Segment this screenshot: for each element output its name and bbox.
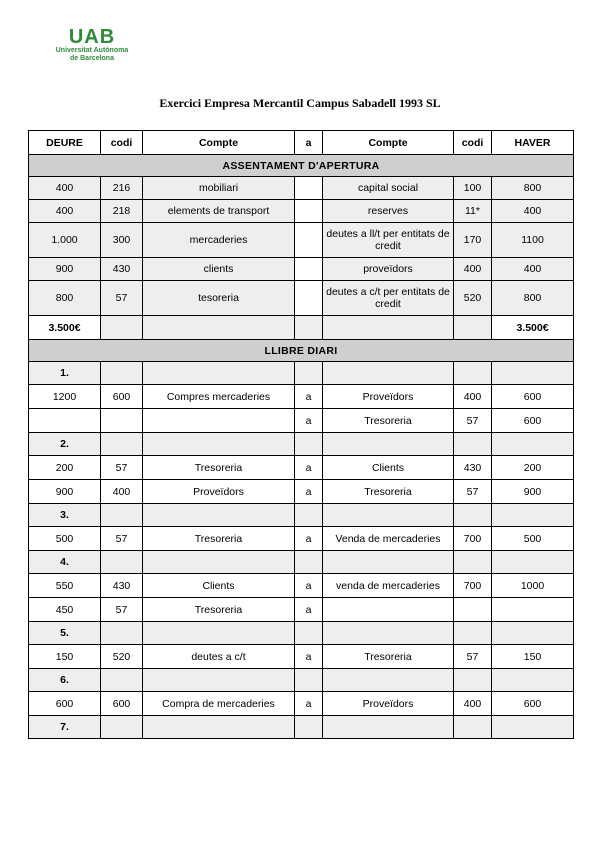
cell-a: a: [295, 598, 323, 622]
step-empty-cell: [143, 433, 295, 456]
step-empty-cell: [492, 622, 574, 645]
step-empty-cell: [323, 669, 454, 692]
cell-deure: 550: [29, 574, 101, 598]
step-empty-cell: [454, 622, 492, 645]
step-row: [29, 362, 574, 385]
step-number: 2.: [29, 433, 101, 456]
ledger-table: [28, 130, 574, 739]
cell-codi-2: [454, 316, 492, 340]
step-empty-cell: [143, 551, 295, 574]
step-row: [29, 669, 574, 692]
step-empty-cell: [101, 504, 143, 527]
cell-compte-2: [323, 598, 454, 622]
step-empty-cell: [295, 716, 323, 739]
step-row: [29, 551, 574, 574]
cell-a: a: [295, 409, 323, 433]
step-row: [29, 716, 574, 739]
cell-compte: Compra de mercaderies: [143, 692, 295, 716]
cell-a: a: [295, 692, 323, 716]
opening-row: [29, 258, 574, 281]
diary-row: [29, 692, 574, 716]
header-row: [29, 131, 574, 155]
step-empty-cell: [323, 551, 454, 574]
cell-codi-2: 700: [454, 527, 492, 551]
step-empty-cell: [492, 669, 574, 692]
logo-line-2: de Barcelona: [70, 55, 114, 62]
cell-codi: 430: [101, 574, 143, 598]
diary-row: [29, 385, 574, 409]
cell-a: [295, 200, 323, 223]
cell-codi: [101, 316, 143, 340]
header-codi-2: codi: [454, 131, 492, 155]
step-empty-cell: [101, 433, 143, 456]
cell-compte: [143, 316, 295, 340]
cell-compte: Compres mercaderies: [143, 385, 295, 409]
step-empty-cell: [101, 362, 143, 385]
cell-deure: 900: [29, 480, 101, 504]
cell-deure: [29, 409, 101, 433]
cell-codi: 57: [101, 281, 143, 316]
cell-deure: 500: [29, 527, 101, 551]
cell-deure: 1.000: [29, 223, 101, 258]
cell-codi: 300: [101, 223, 143, 258]
cell-compte-2: deutes a c/t per entitats de credit: [323, 281, 454, 316]
section-diary: [29, 340, 574, 362]
step-empty-cell: [492, 716, 574, 739]
diary-row: [29, 645, 574, 669]
cell-deure: 800: [29, 281, 101, 316]
step-empty-cell: [492, 551, 574, 574]
step-number: 5.: [29, 622, 101, 645]
step-empty-cell: [454, 551, 492, 574]
cell-compte: Tresoreria: [143, 456, 295, 480]
cell-compte: [143, 409, 295, 433]
cell-deure: 600: [29, 692, 101, 716]
step-empty-cell: [143, 504, 295, 527]
cell-codi: 57: [101, 456, 143, 480]
step-empty-cell: [323, 362, 454, 385]
cell-compte: tesoreria: [143, 281, 295, 316]
step-empty-cell: [323, 433, 454, 456]
cell-compte-2: reserves: [323, 200, 454, 223]
cell-a: [295, 281, 323, 316]
step-empty-cell: [101, 622, 143, 645]
cell-deure: 150: [29, 645, 101, 669]
cell-deure: 900: [29, 258, 101, 281]
step-number: 6.: [29, 669, 101, 692]
cell-compte: clients: [143, 258, 295, 281]
diary-row: [29, 456, 574, 480]
section-diary-title: LLIBRE DIARI: [29, 340, 574, 362]
cell-haver: 600: [492, 409, 574, 433]
cell-compte-2: proveïdors: [323, 258, 454, 281]
cell-haver: 200: [492, 456, 574, 480]
step-empty-cell: [101, 669, 143, 692]
cell-haver: 800: [492, 281, 574, 316]
cell-deure: 400: [29, 177, 101, 200]
cell-codi-2: 520: [454, 281, 492, 316]
step-empty-cell: [295, 362, 323, 385]
cell-haver: 1000: [492, 574, 574, 598]
step-number: 3.: [29, 504, 101, 527]
step-empty-cell: [454, 433, 492, 456]
cell-compte: mobiliari: [143, 177, 295, 200]
cell-a: a: [295, 527, 323, 551]
cell-codi-2: [454, 598, 492, 622]
cell-codi: 400: [101, 480, 143, 504]
step-empty-cell: [143, 716, 295, 739]
cell-deure: 1200: [29, 385, 101, 409]
cell-compte-2: Clients: [323, 456, 454, 480]
cell-haver: 600: [492, 692, 574, 716]
logo-wordmark: UAB: [68, 26, 116, 48]
step-empty-cell: [143, 622, 295, 645]
cell-compte-2: capital social: [323, 177, 454, 200]
step-row: [29, 433, 574, 456]
cell-haver: 400: [492, 200, 574, 223]
cell-haver: 800: [492, 177, 574, 200]
step-empty-cell: [454, 362, 492, 385]
cell-compte-2: Venda de mercaderies: [323, 527, 454, 551]
step-empty-cell: [101, 716, 143, 739]
cell-compte-2: Tresoreria: [323, 409, 454, 433]
opening-row: [29, 223, 574, 258]
step-number: 7.: [29, 716, 101, 739]
step-empty-cell: [101, 551, 143, 574]
cell-codi-2: 700: [454, 574, 492, 598]
opening-row: [29, 281, 574, 316]
step-empty-cell: [323, 504, 454, 527]
cell-codi: 430: [101, 258, 143, 281]
step-empty-cell: [143, 362, 295, 385]
cell-a: a: [295, 574, 323, 598]
cell-codi-2: 400: [454, 258, 492, 281]
cell-compte: Tresoreria: [143, 598, 295, 622]
step-empty-cell: [295, 551, 323, 574]
cell-codi: 520: [101, 645, 143, 669]
cell-haver: 500: [492, 527, 574, 551]
totals-row: [29, 316, 574, 340]
header-haver: HAVER: [492, 131, 574, 155]
step-empty-cell: [454, 504, 492, 527]
cell-codi: 600: [101, 385, 143, 409]
cell-codi-2: 57: [454, 480, 492, 504]
cell-a: a: [295, 385, 323, 409]
cell-codi: 600: [101, 692, 143, 716]
cell-compte-2: Tresoreria: [323, 480, 454, 504]
cell-compte-2: [323, 316, 454, 340]
diary-row: [29, 574, 574, 598]
cell-haver: 3.500€: [492, 316, 574, 340]
cell-a: [295, 177, 323, 200]
opening-row: [29, 177, 574, 200]
cell-haver: 400: [492, 258, 574, 281]
cell-a: [295, 316, 323, 340]
step-empty-cell: [295, 504, 323, 527]
cell-codi-2: 400: [454, 385, 492, 409]
diary-row: [29, 480, 574, 504]
cell-codi-2: 57: [454, 409, 492, 433]
cell-compte-2: Tresoreria: [323, 645, 454, 669]
step-row: [29, 622, 574, 645]
step-number: 1.: [29, 362, 101, 385]
cell-compte-2: venda de mercaderies: [323, 574, 454, 598]
cell-deure: 400: [29, 200, 101, 223]
cell-deure: 3.500€: [29, 316, 101, 340]
header-codi: codi: [101, 131, 143, 155]
cell-compte: Tresoreria: [143, 527, 295, 551]
cell-a: a: [295, 645, 323, 669]
step-empty-cell: [323, 716, 454, 739]
step-empty-cell: [295, 669, 323, 692]
cell-codi: [101, 409, 143, 433]
cell-deure: 200: [29, 456, 101, 480]
diary-row: [29, 409, 574, 433]
step-row: [29, 504, 574, 527]
cell-codi-2: 170: [454, 223, 492, 258]
opening-row: [29, 200, 574, 223]
step-empty-cell: [492, 433, 574, 456]
cell-compte: deutes a c/t: [143, 645, 295, 669]
section-opening-title: ASSENTAMENT D'APERTURA: [29, 155, 574, 177]
cell-haver: 150: [492, 645, 574, 669]
cell-codi: 57: [101, 527, 143, 551]
step-empty-cell: [454, 716, 492, 739]
cell-compte-2: deutes a ll/t per entitats de credit: [323, 223, 454, 258]
cell-a: [295, 258, 323, 281]
cell-a: a: [295, 456, 323, 480]
step-empty-cell: [295, 433, 323, 456]
cell-compte: elements de transport: [143, 200, 295, 223]
diary-row: [29, 598, 574, 622]
cell-haver: 900: [492, 480, 574, 504]
cell-codi-2: 11*: [454, 200, 492, 223]
cell-compte: Clients: [143, 574, 295, 598]
cell-deure: 450: [29, 598, 101, 622]
cell-haver: 600: [492, 385, 574, 409]
cell-a: [295, 223, 323, 258]
section-opening: [29, 155, 574, 177]
logo-line-1: Universitat Autònoma: [55, 47, 129, 54]
header-a: a: [295, 131, 323, 155]
header-compte: Compte: [143, 131, 295, 155]
document-title: Exercici Empresa Mercantil Campus Sabadell 1993 SL: [159, 96, 441, 110]
cell-compte: mercaderies: [143, 223, 295, 258]
cell-compte: Proveïdors: [143, 480, 295, 504]
cell-haver: 1100: [492, 223, 574, 258]
step-empty-cell: [454, 669, 492, 692]
uab-logo: [44, 27, 140, 63]
step-empty-cell: [295, 622, 323, 645]
diary-row: [29, 527, 574, 551]
cell-codi: 216: [101, 177, 143, 200]
cell-codi: 57: [101, 598, 143, 622]
cell-codi-2: 400: [454, 692, 492, 716]
cell-codi-2: 100: [454, 177, 492, 200]
cell-codi-2: 430: [454, 456, 492, 480]
cell-compte-2: Proveïdors: [323, 385, 454, 409]
header-deure: DEURE: [29, 131, 101, 155]
step-empty-cell: [143, 669, 295, 692]
cell-codi-2: 57: [454, 645, 492, 669]
step-empty-cell: [492, 504, 574, 527]
cell-compte-2: Proveïdors: [323, 692, 454, 716]
cell-codi: 218: [101, 200, 143, 223]
step-empty-cell: [323, 622, 454, 645]
header-compte-2: Compte: [323, 131, 454, 155]
cell-a: a: [295, 480, 323, 504]
cell-haver: [492, 598, 574, 622]
step-empty-cell: [492, 362, 574, 385]
step-number: 4.: [29, 551, 101, 574]
